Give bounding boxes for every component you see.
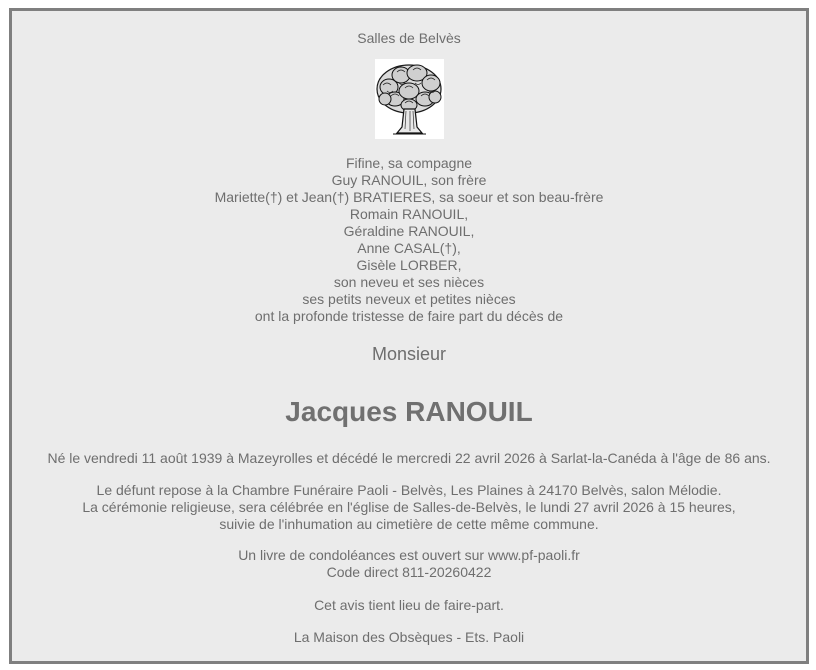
notice-line: Cet avis tient lieu de faire-part. <box>314 597 504 613</box>
family-line: Anne CASAL(†), <box>357 240 461 256</box>
condolences <box>12 547 806 581</box>
arrangement-line: Le défunt repose à la Chambre Funéraire Paoli - Belvès, Les Plaines à 24170 Belvès, salon Mélodie. <box>96 482 722 498</box>
arrangement-line: suivie de l'inhumation au cimetière de cette même commune. <box>219 516 599 532</box>
family-line: son neveu et ses nièces <box>333 274 485 290</box>
family-line: Guy RANOUIL, son frère <box>331 172 487 188</box>
family-line: Romain RANOUIL, <box>349 206 469 222</box>
arrangement-line: La cérémonie religieuse, sera célébrée en l'église de Salles-de-Belvès, le lundi 27 avril 2026 à 15 heures, <box>82 499 736 515</box>
tree-icon <box>375 59 444 139</box>
deceased-name: Jacques RANOUIL <box>285 396 533 427</box>
family-line: Mariette(†) et Jean(†) BRATIERES, sa soeur et son beau-frère <box>214 189 604 205</box>
birth-death-line: Né le vendredi 11 août 1939 à Mazeyrolles et décédé le mercredi 22 avril 2026 à Sarlat-la-Canéda à l'âge de 86 ans. <box>47 450 771 466</box>
civility: Monsieur <box>371 344 447 364</box>
family-list <box>12 155 806 325</box>
family-line: ont la profonde tristesse de faire part du décès de <box>254 308 564 324</box>
family-line: ses petits neveux et petites nièces <box>302 291 516 307</box>
place-header: Salles de Belvès <box>357 30 461 46</box>
arrangements <box>12 482 806 533</box>
obituary-card <box>9 8 809 664</box>
family-line: Fifine, sa compagne <box>345 155 473 171</box>
funeral-home-signature: La Maison des Obsèques - Ets. Paoli <box>293 629 525 645</box>
family-line: Géraldine RANOUIL, <box>343 223 475 239</box>
condolences-line: Un livre de condoléances est ouvert sur www.pf-paoli.fr <box>238 547 580 563</box>
code-direct-line: Code direct 811-20260422 <box>326 564 492 580</box>
family-line: Gisèle LORBER, <box>356 257 462 273</box>
